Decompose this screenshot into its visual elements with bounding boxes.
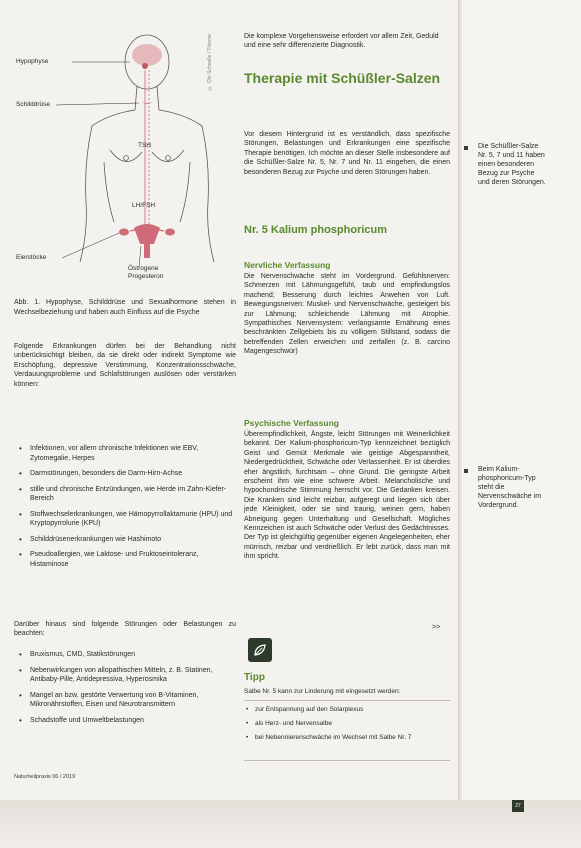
- divider: [244, 700, 450, 701]
- list-item: • Infektionen, vor allem chronische Infektionen wie EBV, Zytomegalie, Herpes: [14, 444, 236, 463]
- page-number: 27: [515, 803, 521, 809]
- right-strip: [462, 0, 581, 848]
- left-paragraph: Folgende Erkrankungen dürfen bei der Behandlung nicht unberücksichtigt bleiben, da sie direkt oder indirekt Symptome wie Erschöpfung, depressive Verstimmung, Konzentrationsschwäche, Verdauungsprobleme und Schlafstörungen auslösen oder verstärken können:: [14, 343, 236, 388]
- heading-psychisch: Psychische Verfassung: [244, 418, 339, 428]
- bottom-shadow: [0, 800, 581, 848]
- list-item: • Mangel an bzw. gestörte Verwertung von B-Vitaminen, Mikronährstoffen, Eisen und Neurotransmittern: [14, 691, 236, 710]
- anatomy-figure: [14, 22, 236, 290]
- mid-paragraph-1: Vor diesem Hintergrund ist es verständlich, dass spezifische Störungen, Belastungen und Erkrankungen eine spezifische Therapie benötigen. Ich möchte an dieser Stelle insbesondere auf die Schüßler-Salze Nr. 5, Nr. 7 und Nr. 11 eingehen, die einen besonderen Bezug zur Psyche und deren Störungen haben.: [244, 131, 450, 176]
- label-lh-fsh: LH/FSH: [132, 202, 156, 209]
- continue-marker: >>: [432, 624, 441, 631]
- list-item: • als Herz- und Nervensalbe: [244, 720, 450, 728]
- tip-title: Tipp: [244, 672, 265, 683]
- divider: [244, 760, 450, 761]
- tip-list: [244, 706, 450, 748]
- list-item: • zur Entspannung auf den Solarplexus: [244, 706, 450, 714]
- list-item: • Darmstörungen, besonders die Darm-Hirn-Achse: [14, 469, 236, 479]
- list-item: • Bruxismus, CMD, Statikstörungen: [14, 650, 236, 660]
- psychisch-text: Überempfindlichkeit, Ängste, leicht Störungen mit Weinerlichkeit bekannt. Der Kalium-phosphoricum-Typ kennzeichnet bezüglich Geist und Gemüt Merkmale wie geistige Abgespanntheit, Niedergedrücktheit, Schwäche oder Verlassenheit. Er ist überdies eher ängstlich, furchtsam – ohne Grund. Die geringste Arbeit erscheint ihm wie eine schwere Arbeit. Melancholische und hypochondrische Stimmung herrscht vor. Die Gedanken kreisen. Die Kranken sind leicht reizbar, aufgeregt und liegen sich über jede Kleinigkeit, oder sie sind traurig, weinen gern, haben Abneigung gegen Unterhaltung und Gesellschaft. Mögliches Kennzeichen ist auch Schwäche oder Verlust des Gedächtnisses. Der Typ ist gleichgültig gegenüber eigenen Angelegenheiten, eher mürrisch, reizbar und verdrießlich. Er lebt zurück, dass man mit ihm spricht.: [244, 431, 450, 561]
- leaf-icon: [248, 638, 272, 662]
- list-item: • Schadstoffe und Umweltbelastungen: [14, 716, 236, 726]
- label-eierstoecke: Eierstöcke: [16, 254, 47, 261]
- side-note-bullet: [464, 469, 468, 473]
- page-fold: [458, 0, 462, 848]
- list-item: • Nebenwirkungen von allopathischen Mitteln, z. B. Statinen, Antibaby-Pille, Antidepressiva, Hyperosmika: [14, 666, 236, 685]
- figure-credit: © Ole Schnelle / Thieme: [207, 34, 213, 91]
- heading-nervlich: Nervliche Verfassung: [244, 260, 331, 270]
- side-note-2: Beim Kalium-phosphoricum-Typ steht die Nervenschwäche im Vordergrund.: [478, 466, 542, 509]
- left-bullet-list-2: [14, 650, 236, 731]
- label-hypophyse: Hypophyse: [16, 58, 49, 65]
- side-note-1: Die Schüßler-Salze Nr. 5, 7 und 11 haben einen besonderen Bezug zur Psyche und deren Störungen.: [478, 143, 546, 186]
- list-item: • Schilddrüsenerkrankungen wie Hashimoto: [14, 535, 236, 545]
- page-number-box: [512, 800, 524, 812]
- nervlich-text: Die Nervenschwäche steht im Vordergrund. Gefühlsnerven: Schmerzen mit Lähmungsgefühl, taub und empfindungslos machend; Besserung durch leichtes Anwehen von Luft. Bewegungsnerven: Muskel- und Nervenschwäche, gesteigert bis zur Lähmung; schleichende Lähmung mit Atrophie. Sympathisches Nervensystem: verlangsamte Ernährung eines beschränkten Zellgebiets bis zu völligem Stillstand, sodass die betreffenden Zellen erweichen und zerfallen (z. B. carcino Magengeschwür): [244, 273, 450, 356]
- tip-intro: Salbe Nr. 5 kann zur Linderung mit eingesetzt werden:: [244, 688, 401, 695]
- left-paragraph-2: Darüber hinaus sind folgende Störungen oder Belastungen zu beachten:: [14, 621, 236, 638]
- label-oestrogene: Östrogene: [128, 265, 159, 272]
- list-item: • Stoffwechselerkrankungen, wie Hämopyrrollaktamurie (HPU) und Kryptopyrrolurie (KPU): [14, 510, 236, 529]
- list-item: • bei Nebennierenschwäche im Wechsel mit Salbe Nr. 7: [244, 734, 450, 742]
- list-item: • stille und chronische Entzündungen, wie Herde im Zahn-Kiefer-Bereich: [14, 485, 236, 504]
- mid-intro: Die komplexe Vorgehensweise erfordert vor allem Zeit, Geduld und eine sehr differenzierte Diagnostik.: [244, 33, 439, 50]
- heading-therapie: Therapie mit Schüßler-Salzen: [244, 70, 441, 86]
- figure-caption: Abb. 1. Hypophyse, Schilddrüse und Sexualhormone stehen in Wechselbeziehung und haben auch Einfluss auf die Psyche: [14, 299, 236, 316]
- side-note-bullet: [464, 146, 468, 150]
- footer-journal: Naturheilpraxis 06 / 2019: [14, 774, 76, 780]
- left-bullet-list-1: [14, 444, 236, 575]
- label-progesteron: Progesteron: [128, 273, 164, 280]
- list-item: • Pseudoallergien, wie Laktose- und Fruktoseintoleranz, Histaminose: [14, 550, 236, 569]
- heading-nr5: Nr. 5 Kalium phosphoricum: [244, 224, 388, 236]
- label-tsh: TSH: [138, 142, 151, 149]
- label-schilddruese: Schilddrüse: [16, 101, 50, 108]
